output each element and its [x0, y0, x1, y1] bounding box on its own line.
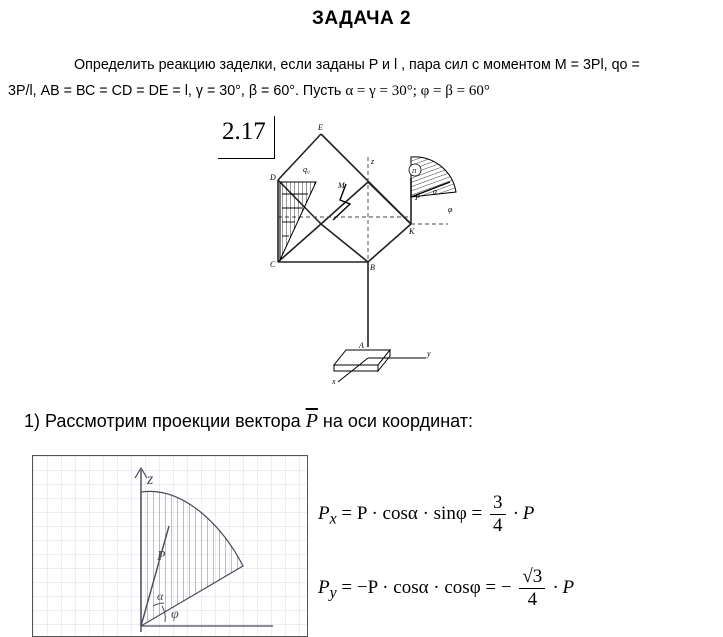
formula-px-tail: · P: [513, 502, 535, 524]
step1-prefix: 1) Рассмотрим проекции вектора: [24, 411, 306, 431]
problem-assumption: α = γ = 30°; φ = β = 60°: [345, 83, 490, 99]
point-label-k: K: [409, 227, 415, 236]
formula-px-rhs: = P · cosα · sinφ =: [341, 502, 483, 524]
figure-label: 2.17: [222, 118, 266, 145]
sketch-label-phi: φ: [171, 607, 179, 622]
point-label-c: C: [270, 260, 276, 269]
label-axis-x: x: [332, 377, 336, 386]
point-label-a: A: [359, 341, 364, 350]
problem-statement: [8, 52, 714, 104]
step1-suffix: на оси координат:: [317, 411, 473, 431]
formula-py-den: 4: [527, 589, 538, 610]
formula-py-lhs: P: [318, 576, 330, 598]
problem-text-line1: Определить реакцию заделки, если заданы P и l , пара сил с моментом М = 3Pl, qo =: [74, 57, 640, 73]
point-label-d: D: [270, 173, 276, 182]
problem-text-line2: 3P/l, АВ = ВС = CD = DE = l, γ = 30°, β = 60°. Пусть: [8, 83, 342, 99]
formula-px: [318, 492, 534, 537]
formula-px-num: 3: [490, 492, 506, 515]
label-alpha: α: [433, 187, 438, 196]
step1-vector: $\overline{P}$: [305, 410, 318, 432]
formula-py-fraction: [519, 566, 545, 611]
formula-py-sub: y: [329, 584, 337, 602]
formula-px-den: 4: [493, 515, 503, 536]
formula-py-num: √3: [519, 566, 545, 589]
hand-sketch: [32, 455, 308, 637]
sketch-label-alpha: α: [157, 589, 164, 603]
fixed-support: [334, 350, 390, 371]
formula-py-tail: · P: [553, 576, 575, 598]
label-moment: M: [338, 181, 345, 190]
formula-px-lhs: P: [318, 502, 330, 524]
point-label-b: B: [370, 263, 375, 272]
page-title: ЗАДАЧА 2: [311, 8, 412, 29]
frame-lines: [278, 134, 411, 347]
step1-heading: [24, 410, 473, 433]
sketch-drawing: [33, 456, 307, 636]
formula-px-sub: x: [329, 510, 337, 528]
formula-py-rhs: = −P · cosα · cosφ = −: [341, 576, 512, 598]
label-q0: q₀: [303, 165, 310, 174]
label-phi: φ: [448, 205, 453, 214]
formula-py: [318, 566, 574, 611]
label-force: P: [415, 193, 420, 202]
problem-figure: [218, 112, 508, 390]
point-label-e: E: [318, 123, 323, 132]
label-circled: П: [412, 169, 417, 175]
sketch-label-p: P: [157, 549, 166, 564]
label-axis-y: y: [427, 349, 431, 358]
formula-px-fraction: [490, 492, 506, 537]
label-axis-z: z: [371, 157, 375, 166]
sketch-label-z: z: [147, 471, 154, 488]
